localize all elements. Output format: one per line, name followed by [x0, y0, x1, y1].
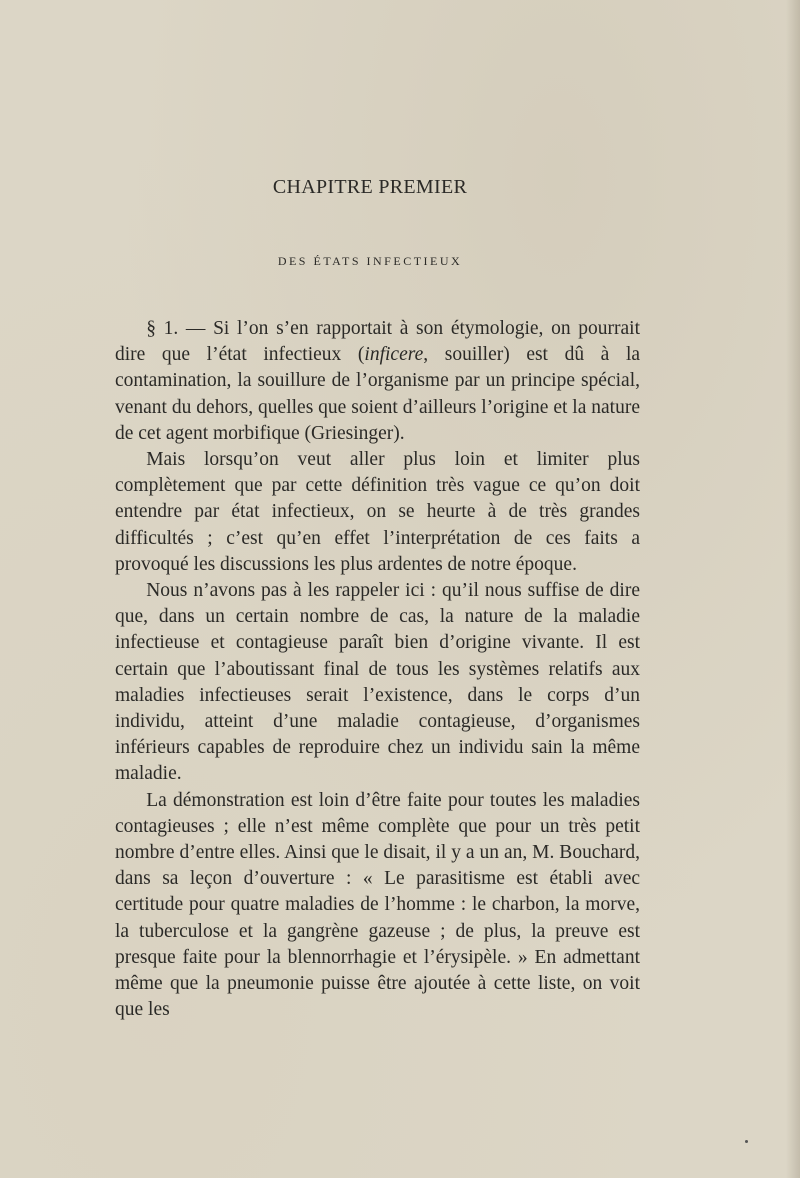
- page-edge-shadow: [786, 0, 800, 1178]
- paragraph-1-text-end: , souiller) est dû à la contamination, la souillure de l’organisme par un principe spécial, venant du dehors, quelles que soient d’ailleurs l’origine et la nature de cet agent morbifique (Griesinger).: [115, 344, 641, 444]
- paragraph-1-italic: inficere: [364, 344, 424, 366]
- chapter-title: CHAPITRE PREMIER: [272, 176, 468, 198]
- body-text: [115, 316, 640, 1023]
- paragraph-4: La démonstration est loin d’être faite pour toutes les maladies contagieuses ; elle n’est même complète que pour un très petit nombre d’entre elles. Ainsi que le disait, il y a un an, M. Bouchard, dans sa leçon d’ouverture : « Le parasitisme est établi avec certitude pour quatre maladies de l’homme : le charbon, la morve, la tuberculose et la gangrène gazeuse ; de plus, la preuve est presque faite pour la blennorrhagie et l’érysipèle. » En admettant même que la pneumonie puisse être ajoutée à cette liste, on voit que les: [115, 789, 640, 1021]
- paragraph-3: Nous n’avons pas à les rappeler ici : qu’il nous suffise de dire que, dans un certain nombre de cas, la nature de la maladie infectieuse et contagieuse paraît bien d’origine vivante. Il est certain que l’aboutissant final de tous les systèmes relatifs aux maladies infectieuses serait l’existence, dans le corps d’un individu, atteint d’une maladie contagieuse, d’organismes inférieurs capables de reproduire chez un individu sain la même maladie.: [115, 580, 640, 785]
- paragraph-2: Mais lorsqu’on veut aller plus loin et limiter plus complètement que par cette définition très vague ce qu’on doit entendre par état infectieux, on se heurte à de très grandes difficultés ; c’est qu’en effet l’interprétation de ces faits a provoqué les discussions les plus ardentes de notre époque.: [115, 449, 640, 575]
- paragraph-1: [115, 316, 640, 447]
- paragraph-1-text-start: § 1. — Si l’on s’en rapportait à son étymologie, on pourrait dire que l’état infectieux (: [115, 318, 640, 366]
- section-title: DES ÉTATS INFECTIEUX: [277, 254, 463, 268]
- ink-speck: [745, 1140, 748, 1143]
